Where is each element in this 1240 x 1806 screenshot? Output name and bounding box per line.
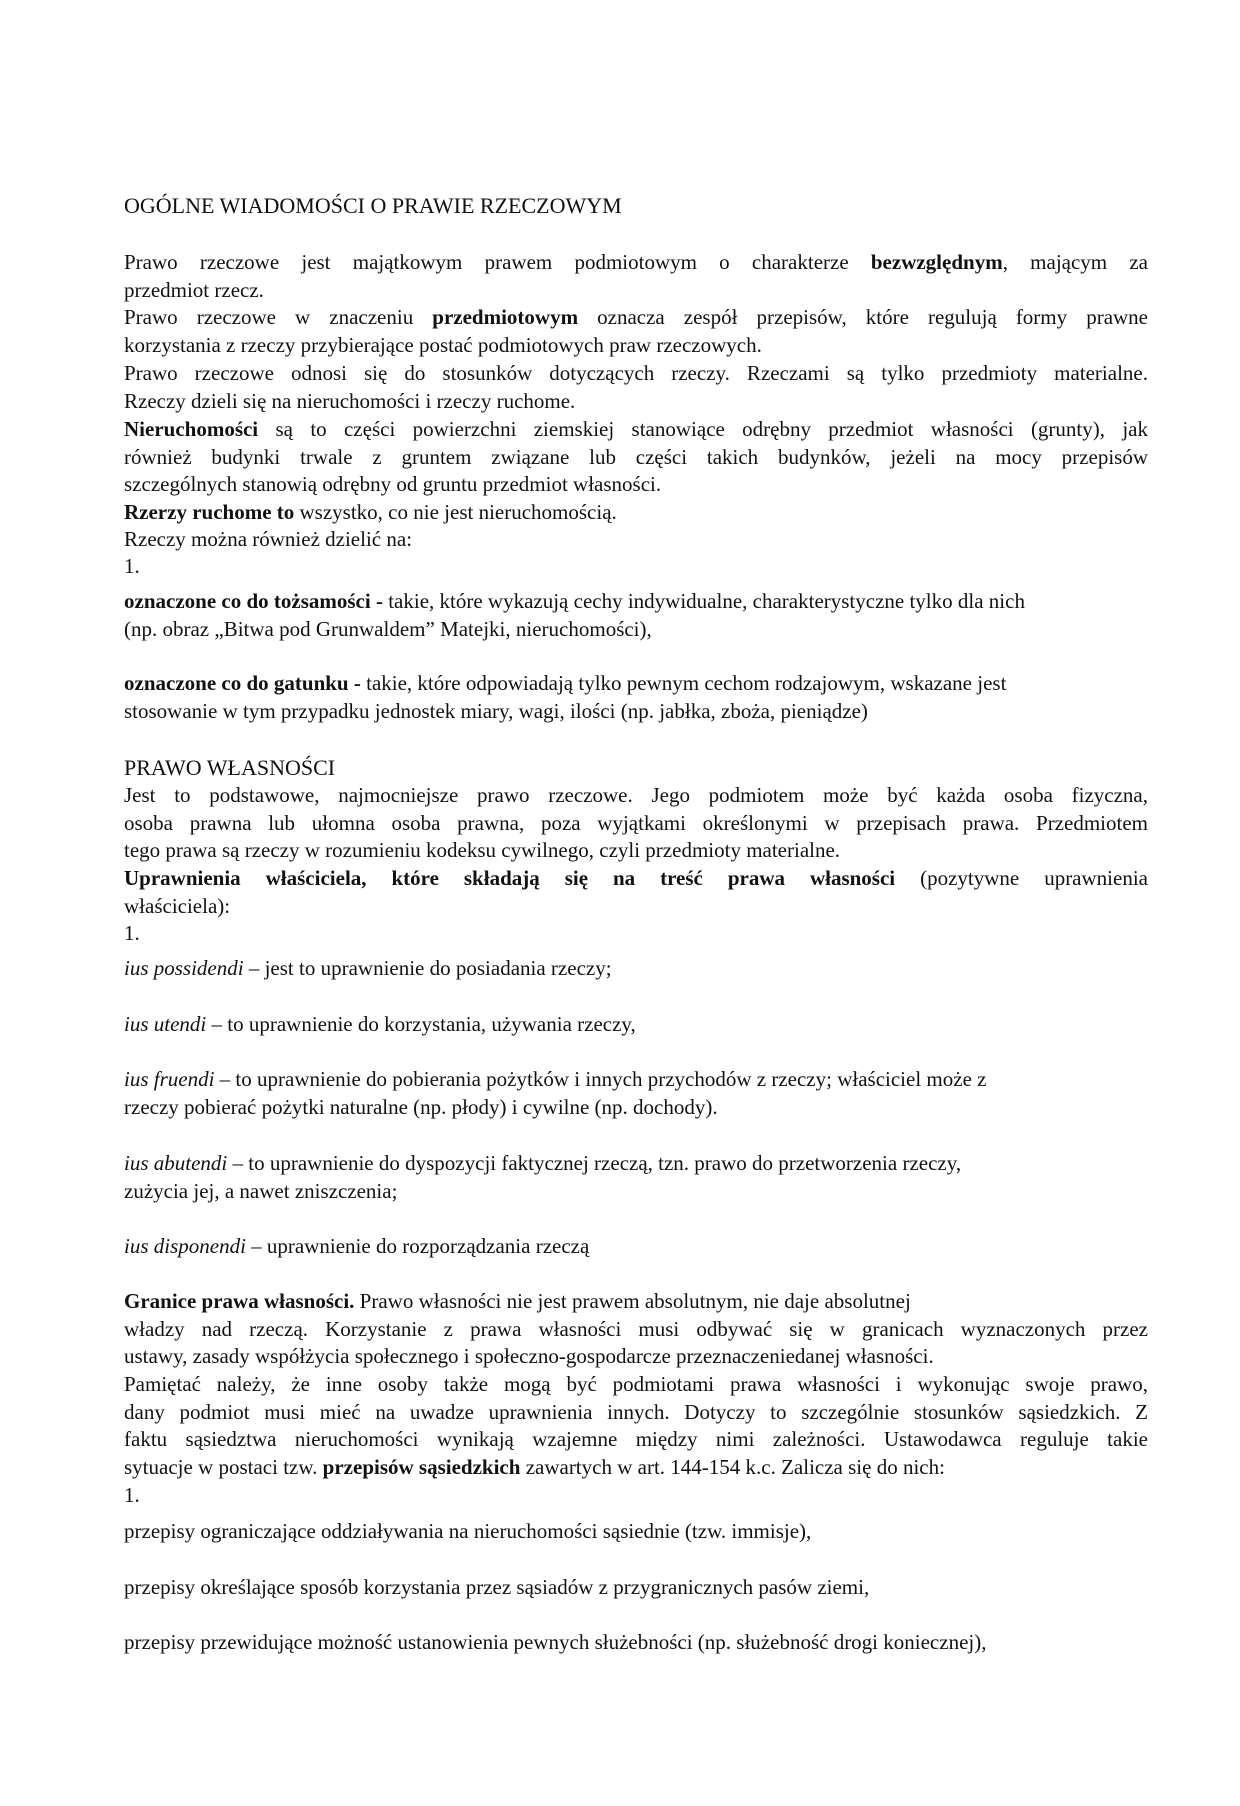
text-line <box>124 616 1148 644</box>
list-item <box>124 955 1148 983</box>
text: PRAWO WŁASNOŚCI <box>124 755 336 780</box>
text: takie, które wykazują cechy indywidualne, charakterystyczne tylko dla nich <box>382 589 1025 613</box>
paragraph <box>124 249 1148 304</box>
text-line <box>124 526 1148 554</box>
text: władzy nad rzeczą. Korzystanie z prawa własności musi odbywać się w granicach wyznaczonych przez <box>124 1316 1148 1341</box>
bold-text: oznaczone co do gatunku - <box>124 671 361 695</box>
text: , mającym za <box>1002 250 1148 274</box>
text-line <box>124 388 1148 416</box>
text: wszystko, co nie jest nieruchomością. <box>294 500 617 524</box>
bold-text: przepisów sąsiedzkich <box>322 1455 521 1480</box>
bold-text: Nieruchomości <box>124 417 259 441</box>
text-line <box>124 1574 1148 1602</box>
text-line <box>124 670 1148 698</box>
paragraph <box>124 782 1148 865</box>
bold-text: oznaczone co do tożsamości - <box>124 589 383 613</box>
text: przepisy ograniczające oddziaływania na nieruchomości sąsiednie (tzw. immisje), <box>124 1519 812 1543</box>
text-line <box>124 553 1148 581</box>
text: oznacza zespół przepisów, które regulują formy prawne <box>578 305 1148 329</box>
text-line <box>124 1629 1148 1657</box>
paragraph <box>124 1371 1148 1482</box>
text: 1. <box>124 554 140 578</box>
text-line <box>124 893 1148 921</box>
section-heading <box>124 754 1148 782</box>
paragraph <box>124 1288 1148 1371</box>
italic-text: ius abutendi <box>124 1151 228 1175</box>
text-line <box>124 1178 1148 1206</box>
text-line <box>124 1150 1148 1178</box>
list-item <box>124 1629 1148 1657</box>
text: – to uprawnienie do pobierania pożytków i innych przychodów z rzeczy; właściciel może z <box>214 1067 987 1091</box>
list-item <box>124 1011 1148 1039</box>
text: Prawo własności nie jest prawem absolutnym, nie daje absolutnej <box>354 1289 911 1313</box>
text: – jest to uprawnienie do posiadania rzeczy; <box>243 956 612 980</box>
text: są to części powierzchni ziemskiej stanowiące odrębny przedmiot własności (grunty), jak <box>258 417 1148 441</box>
bold-text: Granice prawa własności. <box>124 1289 355 1313</box>
text-line <box>124 810 1148 838</box>
text: Pamiętać należy, że inne osoby także mogą być podmiotami prawa własności i wykonując swoje prawo, <box>124 1372 1148 1396</box>
text-line <box>124 444 1148 472</box>
text-line <box>124 1371 1148 1399</box>
text: korzystania z rzeczy przybierające postać podmiotowych praw rzeczowych. <box>124 332 762 357</box>
text-line <box>124 332 1148 360</box>
italic-text: ius utendi <box>124 1012 207 1036</box>
text-line <box>124 698 1148 726</box>
text: Prawo rzeczowe w znaczeniu <box>124 305 433 329</box>
text: ustawy, zasady współżycia społecznego i społeczno-gospodarcze przeznaczeniedanej własności. <box>124 1344 934 1369</box>
text-line <box>124 865 1148 893</box>
text: sytuacje w postaci tzw. <box>124 1455 323 1480</box>
text: (pozytywne uprawnienia <box>895 866 1148 890</box>
bold-text: Rzerzy ruchome to <box>124 500 295 524</box>
text: przepisy przewidujące możność ustanowienia pewnych służebności (np. służebność drogi koniecznej), <box>124 1630 987 1654</box>
bold-text: bezwzględnym <box>870 250 1003 274</box>
text: Rzeczy można również dzielić na: <box>124 527 413 551</box>
text: szczególnych stanowią odrębny od gruntu przedmiot własności. <box>124 472 662 497</box>
text: Prawo rzeczowe odnosi się do stosunków dotyczących rzeczy. Rzeczami są tylko przedmioty materialne. <box>124 361 1148 385</box>
text-line <box>124 1518 1148 1546</box>
text: przedmiot rzecz. <box>124 277 264 302</box>
text: faktu sąsiedztwa nieruchomości wynikają wzajemne między nimi zależności. Ustawodawca reguluje takie <box>124 1427 1148 1452</box>
text-line <box>124 499 1148 527</box>
list-number <box>124 553 1148 581</box>
text-line <box>124 1454 1148 1482</box>
text-line <box>124 920 1148 948</box>
text-line <box>124 277 1148 305</box>
text-line <box>124 304 1148 332</box>
text-line <box>124 588 1148 616</box>
text: tego prawa są rzeczy w rozumieniu kodeksu cywilnego, czyli przedmioty materialne. <box>124 838 841 863</box>
list-number <box>124 920 1148 948</box>
text-line <box>124 955 1148 983</box>
paragraph <box>124 360 1148 415</box>
italic-text: ius disponendi <box>124 1234 246 1258</box>
text: Jest to podstawowe, najmocniejsze prawo rzeczowe. Jego podmiotem może być każda osoba fizyczna, <box>124 783 1148 807</box>
text-line <box>124 1288 1148 1316</box>
text-line <box>124 1066 1148 1094</box>
list-item <box>124 1150 1148 1205</box>
text-line <box>124 1343 1148 1371</box>
text: (np. obraz „Bitwa pod Grunwaldem” Matejki, nieruchomości), <box>124 616 652 641</box>
italic-text: ius fruendi <box>124 1067 215 1091</box>
document-title <box>124 192 1148 220</box>
text-line <box>124 754 1148 782</box>
list-item <box>124 1518 1148 1546</box>
list-number <box>124 1482 1148 1510</box>
text-line <box>124 1011 1148 1039</box>
list-item <box>124 1066 1148 1121</box>
italic-text: ius possidendi <box>124 956 244 980</box>
text-line <box>124 416 1148 444</box>
text: 1. <box>124 921 140 945</box>
bold-text: Uprawnienia właściciela, które składają się na treść prawa własności <box>124 866 896 890</box>
text: 1. <box>124 1483 140 1507</box>
text-line <box>124 782 1148 810</box>
paragraph <box>124 416 1148 499</box>
text: OGÓLNE WIADOMOŚCI O PRAWIE RZECZOWYM <box>124 193 622 218</box>
bold-text: przedmiotowym <box>432 305 579 329</box>
list-item <box>124 1233 1148 1261</box>
text: rzeczy pobierać pożytki naturalne (np. płody) i cywilne (np. dochody). <box>124 1094 718 1119</box>
text-line <box>124 1233 1148 1261</box>
paragraph <box>124 304 1148 359</box>
paragraph <box>124 865 1148 920</box>
text-line <box>124 1316 1148 1344</box>
text-line <box>124 1426 1148 1454</box>
text: dany podmiot musi mieć na uwadze uprawnienia innych. Dotyczy to szczególnie stosunków sąsiedzkich. Z <box>124 1399 1148 1424</box>
text-line <box>124 192 1148 220</box>
text: również budynki trwale z gruntem związane lub części takich budynków, jeżeli na mocy przepisów <box>124 444 1148 469</box>
text: zużycia jej, a nawet zniszczenia; <box>124 1178 398 1203</box>
list-item <box>124 670 1148 725</box>
text: Prawo rzeczowe jest majątkowym prawem podmiotowym o charakterze <box>124 250 871 274</box>
text: – to uprawnienie do dyspozycji faktycznej rzeczą, tzn. prawo do przetworzenia rzeczy, <box>227 1151 962 1175</box>
text: przepisy określające sposób korzystania przez sąsiadów z przygranicznych pasów ziemi, <box>124 1575 870 1599</box>
text: – uprawnienie do rozporządzania rzeczą <box>245 1234 590 1258</box>
text: zawartych w art. 144-154 k.c. Zalicza się do nich: <box>520 1455 945 1480</box>
text: stosowanie w tym przypadku jednostek miary, wagi, ilości (np. jabłka, zboża, pieniądze) <box>124 698 868 723</box>
text-line <box>124 1399 1148 1427</box>
list-item <box>124 588 1148 643</box>
text-line <box>124 837 1148 865</box>
text: – to uprawnienie do korzystania, używania rzeczy, <box>206 1012 636 1036</box>
text-line <box>124 249 1148 277</box>
text-line <box>124 471 1148 499</box>
text: właściciela): <box>124 893 231 918</box>
text: osoba prawna lub ułomna osoba prawna, poza wyjątkami określonymi w przepisach prawa. Przedmiotem <box>124 810 1148 835</box>
list-item <box>124 1574 1148 1602</box>
text-line <box>124 360 1148 388</box>
text-line <box>124 1482 1148 1510</box>
text: Rzeczy dzieli się na nieruchomości i rzeczy ruchome. <box>124 388 576 413</box>
text-line <box>124 1094 1148 1122</box>
paragraph <box>124 526 1148 554</box>
text: takie, które odpowiadają tylko pewnym cechom rodzajowym, wskazane jest <box>360 671 1007 695</box>
paragraph <box>124 499 1148 527</box>
